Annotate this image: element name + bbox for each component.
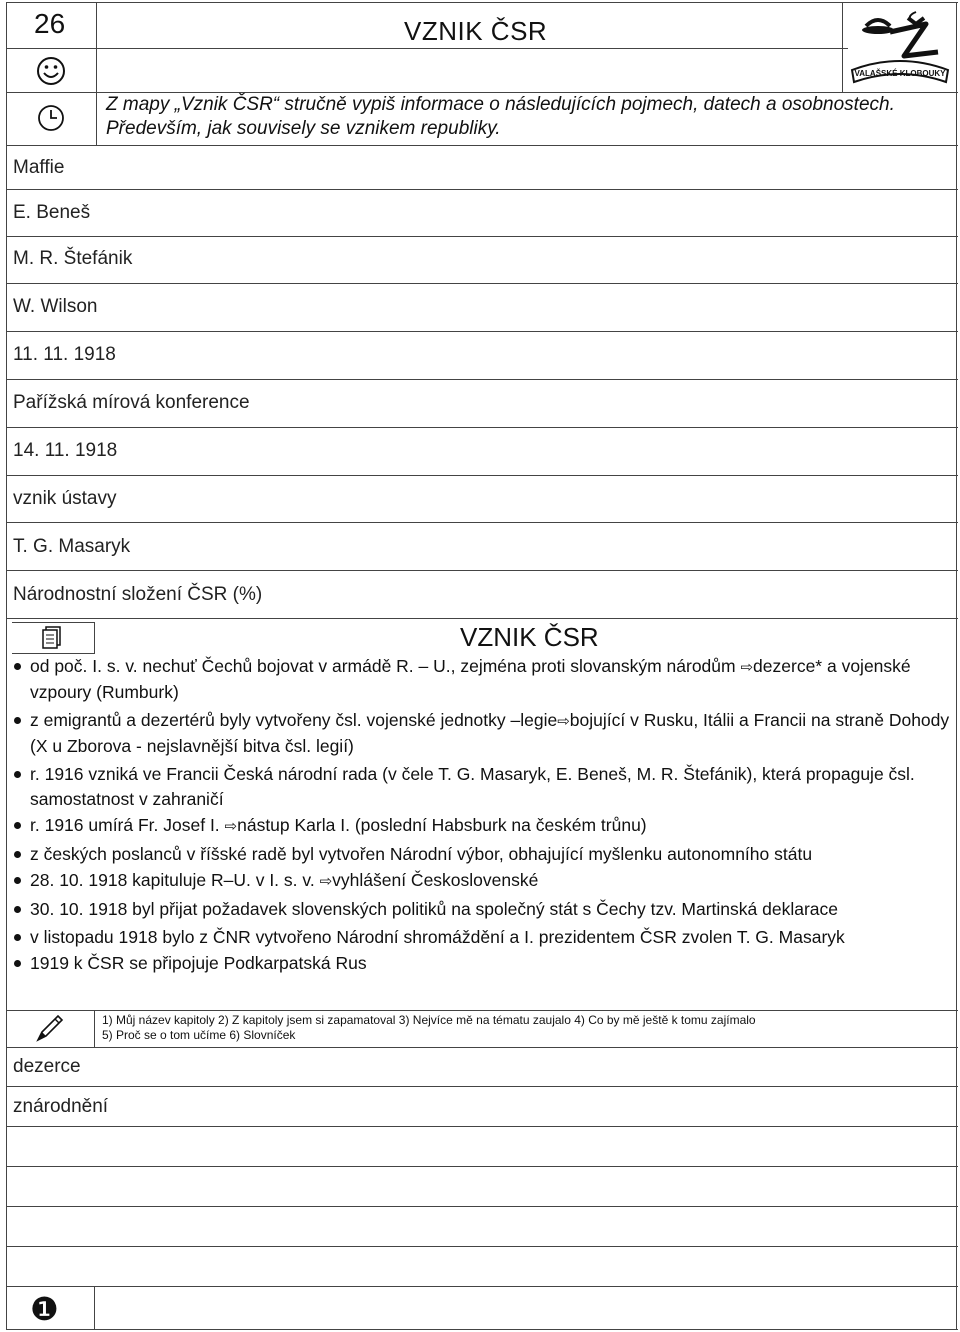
list-item: r. 1916 umírá Fr. Josef I. ⇨nástup Karla I. (poslední Habsburk na českém trůnu) [12, 813, 952, 839]
frame-right [956, 2, 957, 1330]
instruction [106, 93, 956, 141]
term-maffie: Maffie [13, 157, 65, 178]
list-item: 30. 10. 1918 byl přijat požadavek slovenských politiků na společný stát s Čechy tzv. Martinská deklarace [12, 897, 952, 922]
footer-marker: ❶ [30, 1290, 59, 1328]
term-masaryk: T. G. Masaryk [13, 536, 131, 557]
term-paris-conference: Pařížská mírová konference [13, 392, 250, 413]
worksheet-number: 26 [34, 8, 66, 39]
reflection-prompts [102, 1013, 952, 1043]
instruction-line-1: Z mapy „Vznik ČSR“ stručně vypiš informace o následujících pojmech, datech a osobnostech. [106, 94, 895, 115]
pencil-icon [34, 1014, 64, 1044]
clock-icon [37, 104, 65, 132]
history-bullets [12, 654, 952, 976]
list-item: v listopadu 1918 bylo z ČNR vytvořeno Národní shromáždění a I. prezidentem ČSR zvolen T. G. Masaryk [12, 925, 952, 950]
term-date-11-11-1918: 11. 11. 1918 [13, 344, 116, 365]
list-item: 28. 10. 1918 kapituluje R–U. v I. s. v. ⇨vyhlášení Československé [12, 868, 952, 894]
term-stefanik: M. R. Štefánik [13, 248, 133, 269]
frame-left [6, 2, 7, 1330]
list-item: z emigrantů a dezertérů byly vytvořeny čsl. vojenské jednotky –legie⇨bojující v Rusku, Itálii a Francii na straně Dohody (X u Zborova - nejslavnější bitva čsl. legií) [12, 708, 952, 759]
instruction-line-2: Především, jak souvisely se vznikem republiky. [106, 118, 501, 139]
logo-column-divider [842, 2, 843, 92]
frame-top [6, 2, 958, 3]
term-benes: E. Beneš [13, 202, 91, 223]
smiley-icon [36, 56, 66, 86]
list-item: od poč. I. s. v. nechuť Čechů bojovat v armádě R. – U., zejména proti slovanským národům ⇨dezerce* a vojenské vzpoury (Rumburk) [12, 654, 952, 705]
term-wilson: W. Wilson [13, 296, 98, 317]
school-logo [846, 6, 954, 90]
list-item: r. 1916 vzniká ve Francii Česká národní rada (v čele T. G. Masaryk, E. Beneš, M. R. Štefánik), která propaguje čsl. samostatnost v zahraničí [12, 762, 952, 812]
notes-box [12, 622, 95, 654]
logo-text: VALAŠSKÉ KLOBOUKY [854, 69, 946, 78]
header-column-divider [96, 2, 97, 145]
list-item: z českých poslanců v říšské radě byl vytvořen Národní výbor, obhajující myšlenku autonomního státu [12, 842, 952, 867]
glossary-dezerce: dezerce [13, 1056, 81, 1077]
glossary-znarodneni: znárodnění [13, 1096, 109, 1117]
header-divider [6, 48, 848, 49]
term-constitution: vznik ústavy [13, 488, 117, 509]
section-title: VZNIK ČSR [460, 622, 599, 652]
list-item: 1919 k ČSR se připojuje Podkarpatská Rus [12, 951, 952, 976]
reflection-line-2: 5) Proč se o tom učíme 6) Slovníček [102, 1028, 296, 1042]
term-date-14-11-1918: 14. 11. 1918 [13, 440, 118, 461]
page-title: VZNIK ČSR [404, 16, 548, 46]
reflection-line-1: 1) Můj název kapitoly 2) Z kapitoly jsem si zapamatoval 3) Nejvíce mě na tématu zaujalo 4) Co by mě ještě k tomu zajímalo [102, 1013, 756, 1027]
notepad-icon [40, 625, 64, 651]
term-nationality: Národnostní složení ČSR (%) [13, 584, 263, 605]
